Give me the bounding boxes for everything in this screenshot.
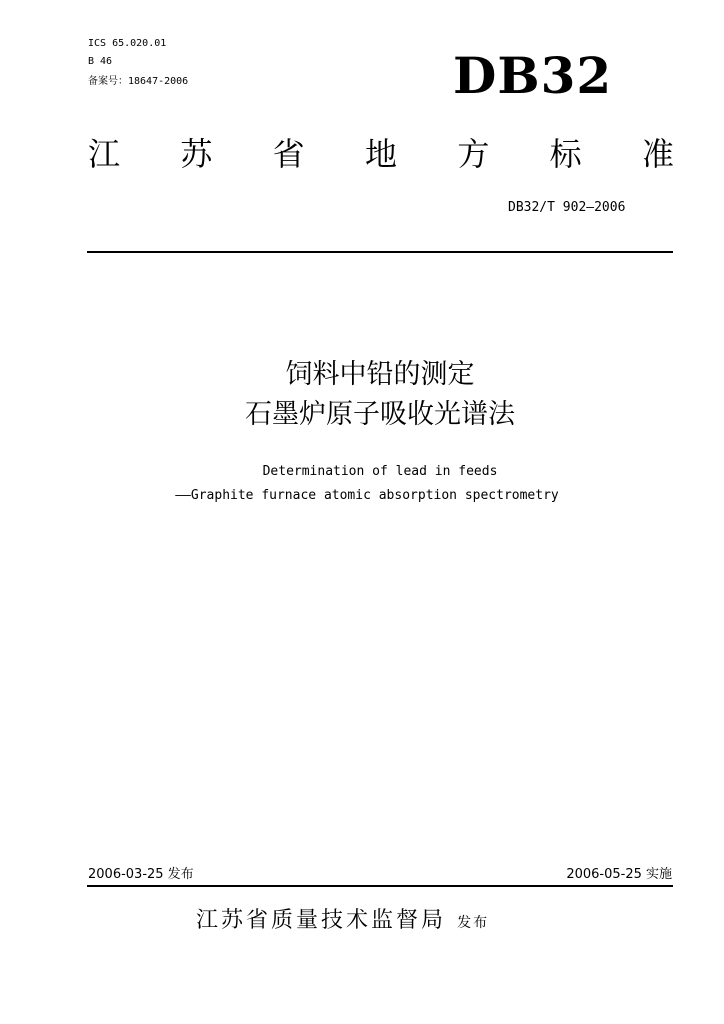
standard-number: DB32/T 902—2006 [508,200,626,215]
title-english-line-1: Determination of lead in feeds [262,464,498,479]
standard-type-char: 标 [549,135,582,173]
title-chinese-line-2: 石墨炉原子吸收光谱法 [245,399,515,430]
header-divider [87,251,673,253]
publisher-suffix: 发布 [457,915,490,931]
title-english-line-2: ——Graphite furnace atomic absorption spectrometry [175,488,559,503]
standard-type-char: 方 [457,135,490,173]
standard-type-char: 苏 [180,135,213,173]
ics-code: ICS 65.020.01 [88,38,167,49]
publisher [196,906,489,938]
db-code-logo: DB32 [453,46,613,105]
standard-type-char: 省 [272,135,305,173]
standard-type-char: 江 [88,135,121,173]
implementation-date: 2006-05-25 实施 [566,867,672,882]
standard-type-char: 准 [641,135,674,173]
title-chinese-line-1: 饲料中铅的测定 [285,359,475,390]
footer-divider [87,885,673,887]
publisher-name: 江苏省质量技术监督局 [196,908,447,933]
standard-type-char: 地 [364,135,397,173]
record-number: 备案号：18647-2006 [88,76,189,87]
issue-date: 2006-03-25 发布 [88,867,194,882]
classification-code: B 46 [88,56,113,67]
standard-type-heading [88,134,674,174]
